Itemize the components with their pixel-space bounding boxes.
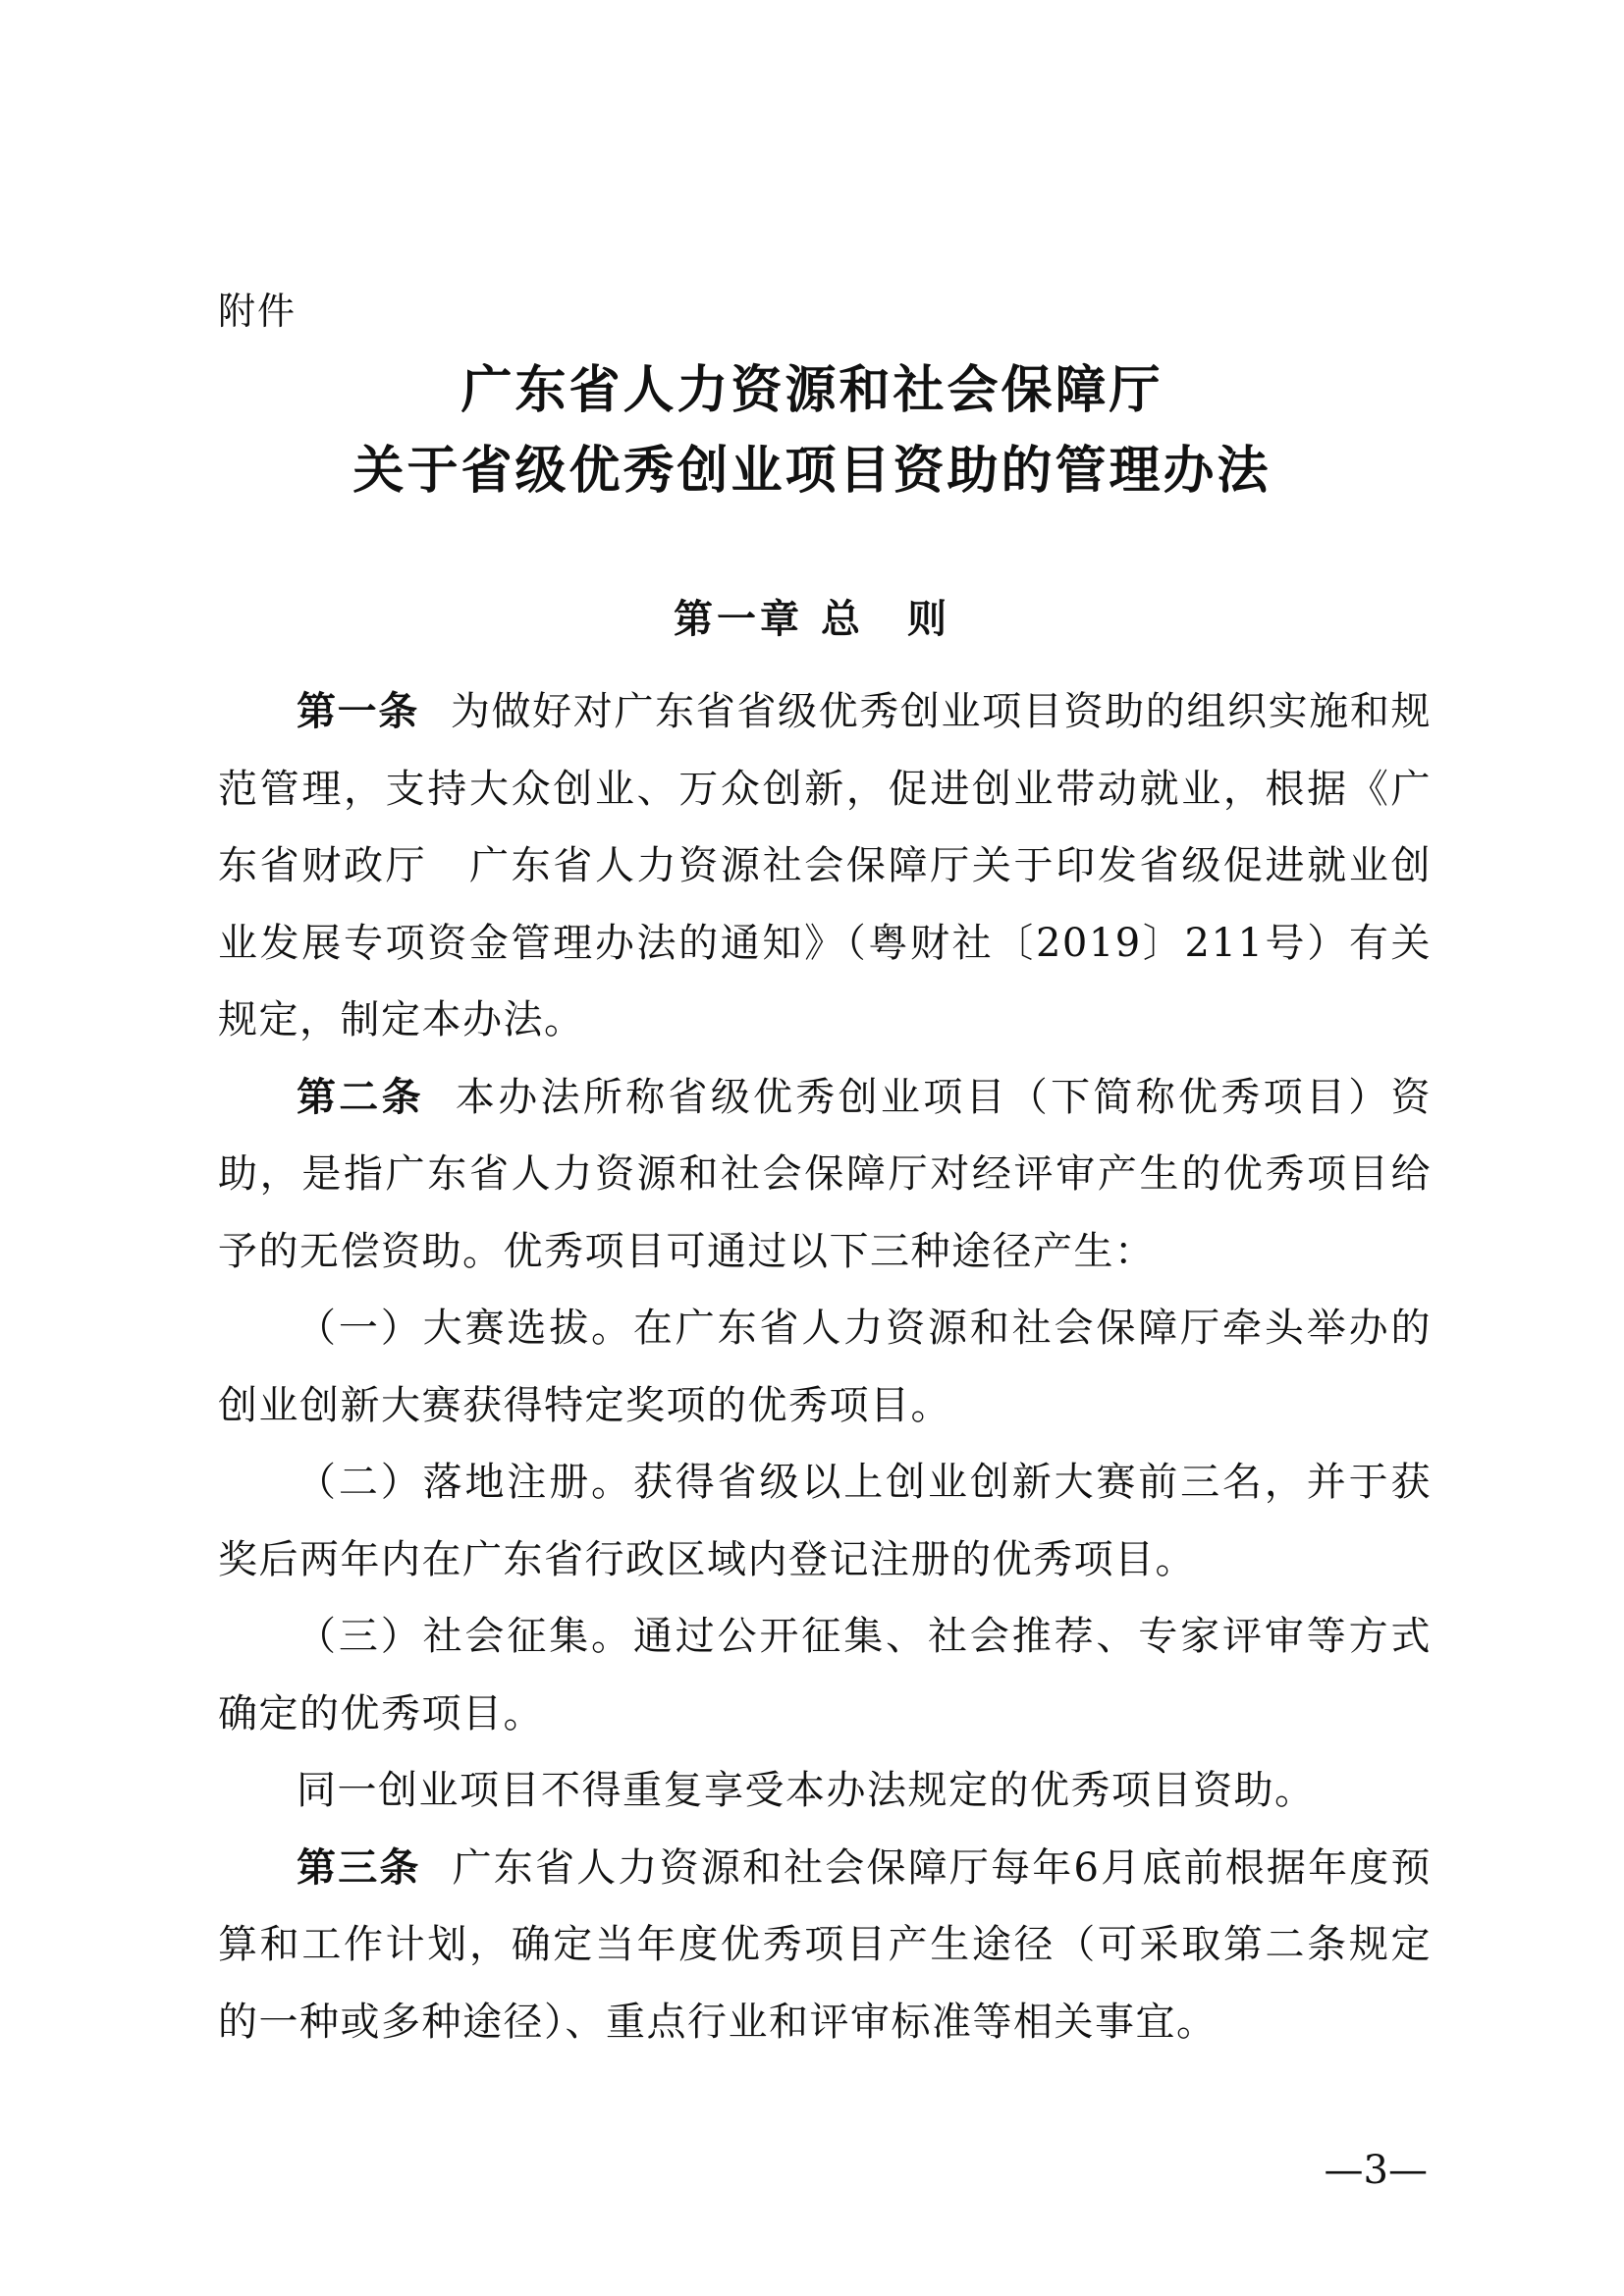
document-title-line-1: 广东省人力资源和社会保障厅	[460, 361, 1164, 420]
list-item-paragraph	[218, 1290, 1432, 1444]
article-label: 第二条	[297, 1074, 424, 1120]
article-label: 第三条	[297, 1844, 421, 1891]
chapter-heading: 第一章 总 则	[674, 597, 950, 642]
document-title-line-2: 关于省级优秀创业项目资助的管理办法	[352, 442, 1272, 501]
article-text: 广东省人力资源和社会保障厅每年6月底前根据年度预算和工作计划，确定当年度优秀项目产生途径（可采取第二条规定的一种或多种途径）、重点行业和评审标准等相关事宜。	[218, 1844, 1433, 2045]
article-3-paragraph	[218, 1830, 1432, 2061]
paragraph-text: 同一创业项目不得重复享受本办法规定的优秀项目资助。	[297, 1768, 1316, 1813]
attachment-label: 附件	[218, 290, 298, 333]
article-text: 为做好对广东省省级优秀创业项目资助的组织实施和规范管理，支持大众创业、万众创新，促进创业带动就业，根据《广东省财政厅 广东省人力资源社会保障厅关于印发省级促进就业创业发展专项资金管理办法的通知》（粤财社〔2019〕211号）有关规定，制定本办法。	[218, 689, 1433, 1042]
list-item-paragraph	[218, 1444, 1432, 1598]
paragraph-text: （一）大赛选拔。在广东省人力资源和社会保障厅牵头举办的创业创新大赛获得特定奖项的优秀项目。	[218, 1306, 1432, 1428]
list-item-paragraph	[218, 1598, 1432, 1752]
note-paragraph	[218, 1752, 1432, 1830]
paragraph-text: （三）社会征集。通过公开征集、社会推荐、专家评审等方式确定的优秀项目。	[218, 1614, 1432, 1736]
article-2-paragraph	[218, 1059, 1432, 1291]
article-text: 本办法所称省级优秀创业项目（下简称优秀项目）资助，是指广东省人力资源和社会保障厅对经评审产生的优秀项目给予的无偿资助。优秀项目可通过以下三种途径产生：	[218, 1074, 1433, 1274]
article-1-paragraph	[218, 673, 1432, 1059]
article-label: 第一条	[297, 689, 419, 734]
page-number: —3—	[1324, 2148, 1428, 2193]
document-body	[218, 673, 1432, 2060]
paragraph-text: （二）落地注册。获得省级以上创业创新大赛前三名，并于获奖后两年内在广东省行政区域内登记注册的优秀项目。	[218, 1460, 1432, 1582]
